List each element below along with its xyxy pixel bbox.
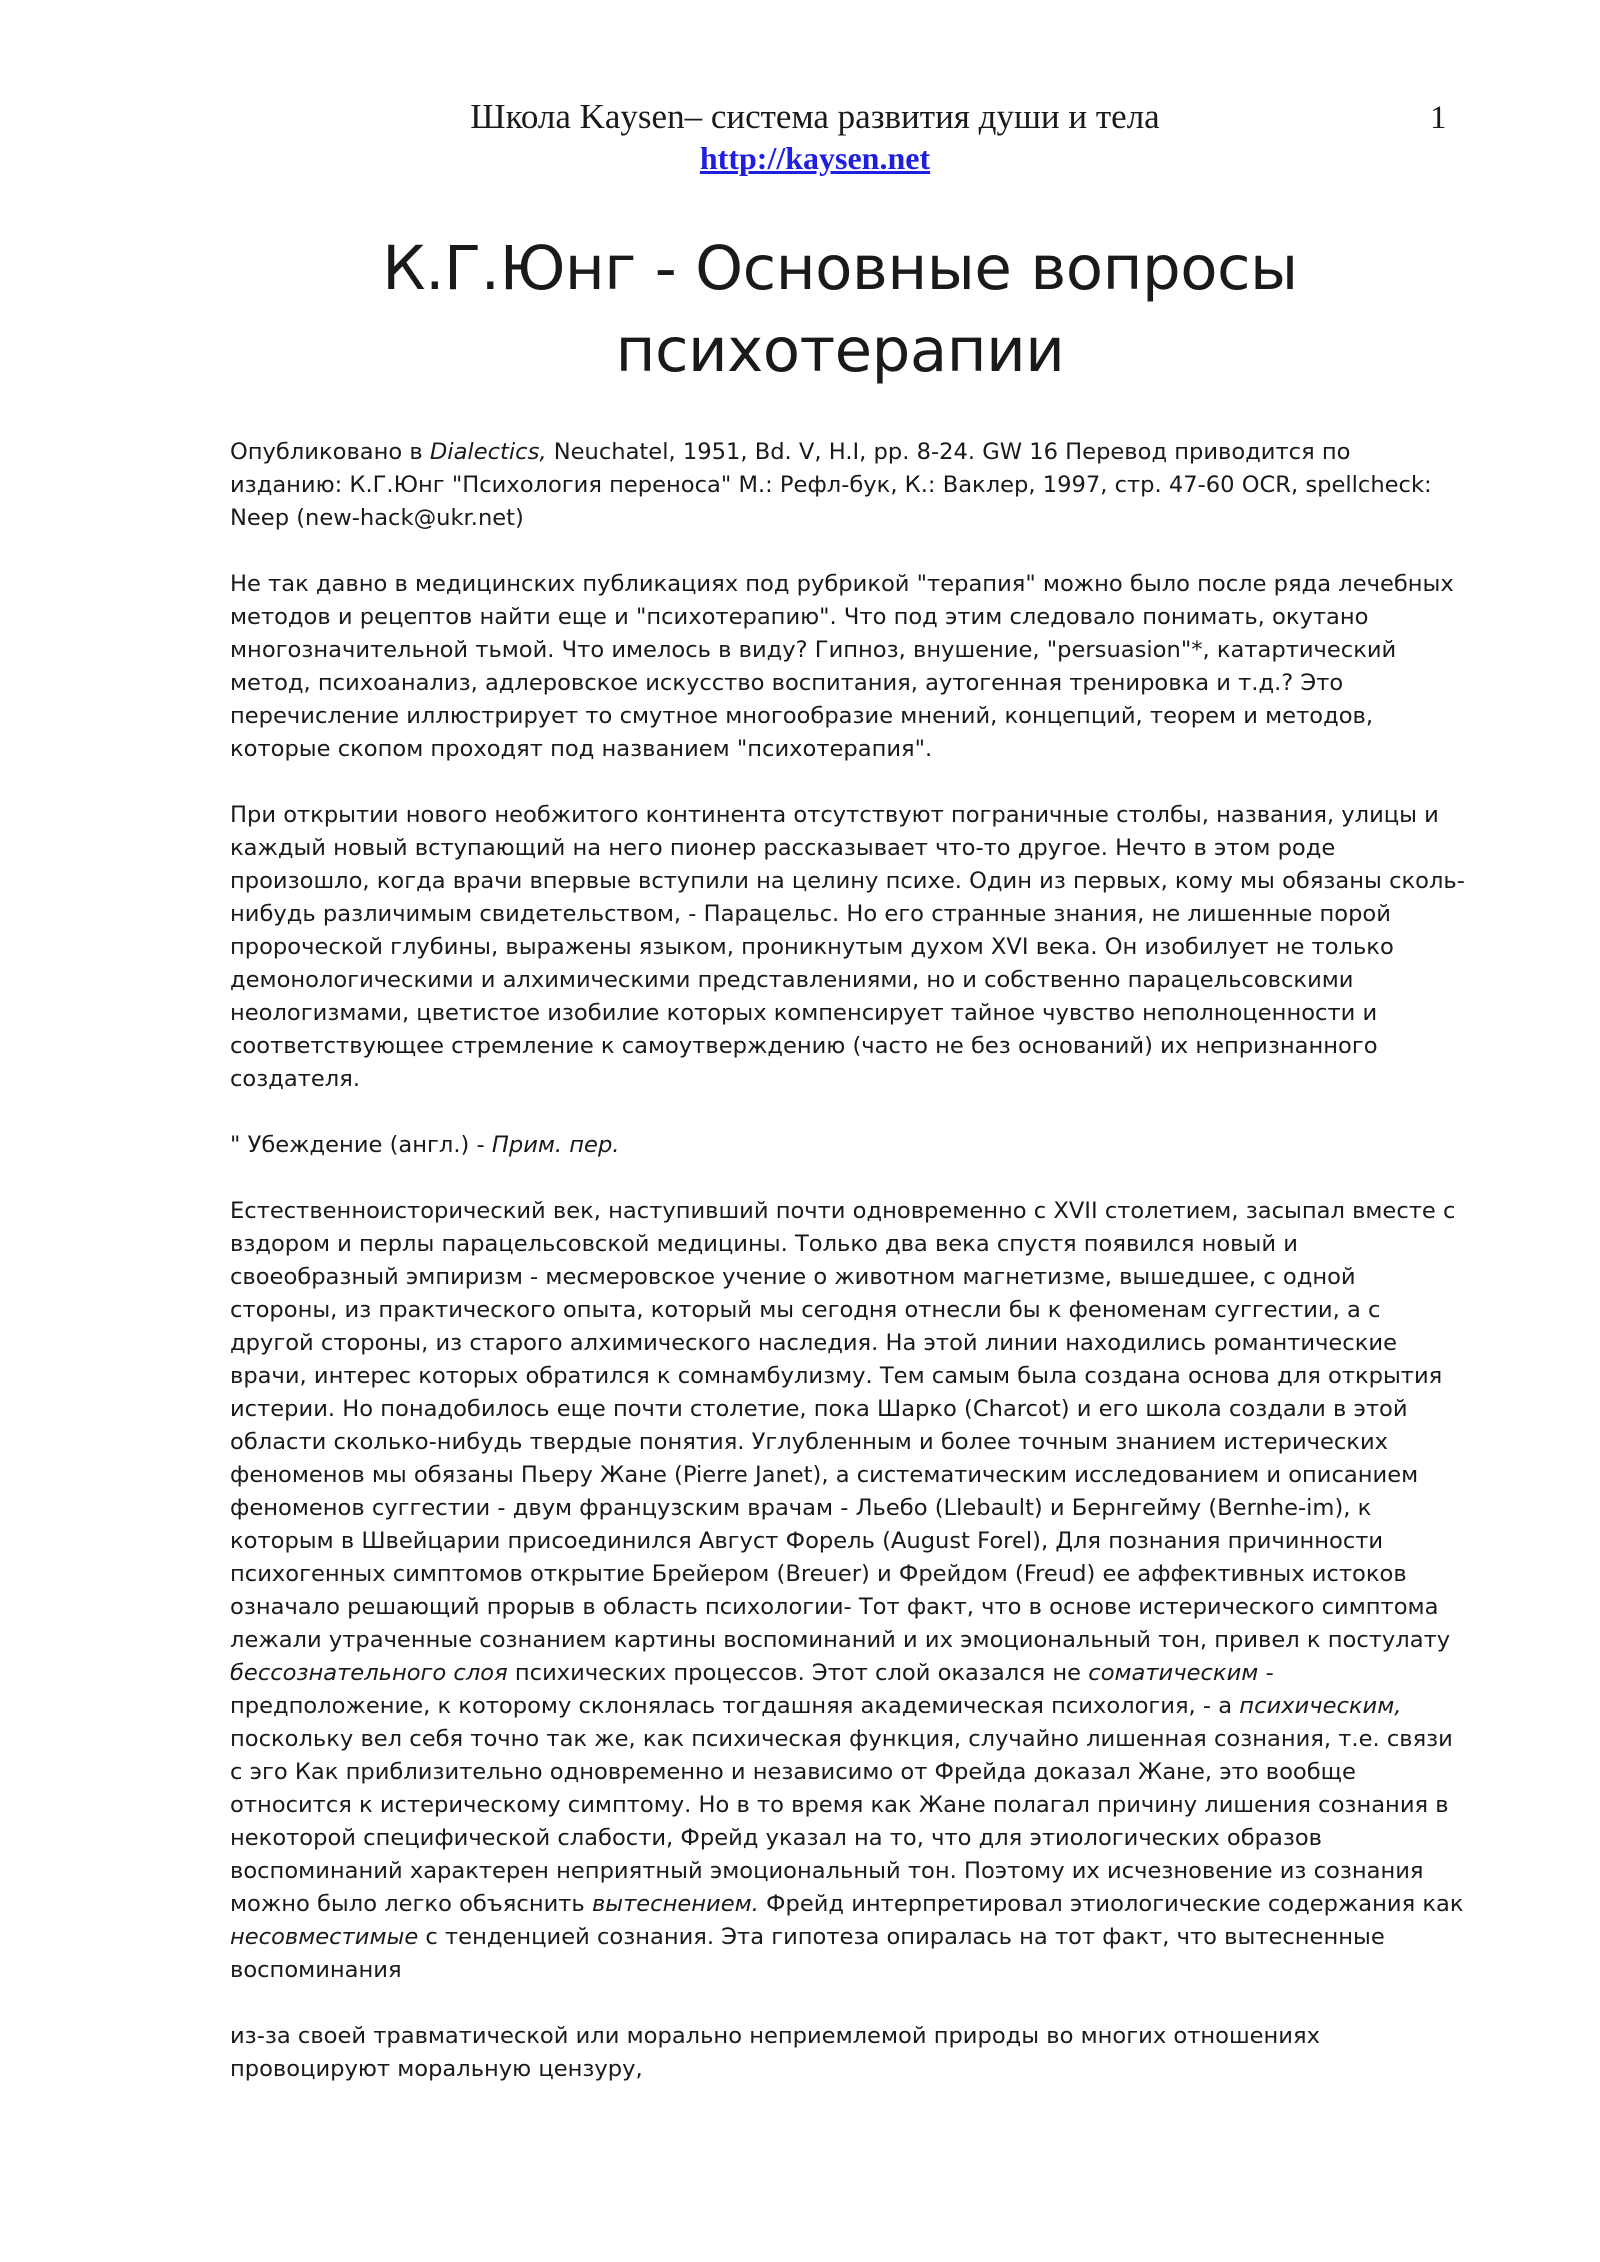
page-number: 1: [1430, 100, 1447, 136]
document-title: К.Г.Юнг - Основные вопросы психотерапии: [382, 233, 1298, 386]
paragraph-3-part-e: Фрейд интерпретировал этиологические содержания как: [758, 1891, 1464, 1917]
website-link[interactable]: http://kaysen.net: [699, 140, 931, 176]
running-header: Школа Kaysen– система развития души и тела: [470, 97, 1160, 136]
paragraph-3: [230, 1195, 1465, 1987]
header-link-container: [0, 138, 1600, 178]
paragraph-3-emphasis-4: вытеснением.: [591, 1891, 759, 1917]
publication-details: Neuchatel, 1951, Bd. V, H.I, pp. 8-24. GW 16 Перевод приводится по изданию: К.Г.Юнг "Психология переноса" М.: Рефл-бук, К.: Ваклер, 1997, стр. 47-60 OCR, spellcheck: Neep (new-hack@ukr.net): [230, 439, 1432, 531]
paragraph-3-part-f: с тенденцией сознания. Эта гипотеза опиралась на тот факт, что вытесненные воспоминания: [230, 1924, 1385, 1983]
footnote-attribution: Прим. пер.: [491, 1132, 620, 1158]
paragraph-2: При открытии нового необжитого континента отсутствуют пограничные столбы, названия, улицы и каждый новый вступающий на него пионер рассказывает что-то другое. Нечто в этом роде произошло, когда врачи впервые вступили на целину психе. Один из первых, кому мы обязаны сколь-нибудь различимым свидетельством, - Парацельс. Но его странные знания, не лишенные порой пророческой глубины, выражены языком, проникнутым духом XVI века. Он изобилует не только демонологическими и алхимическими представлениями, но и собственно парацельсовскими неологизмами, цветистое изобилие которых компенсирует тайное чувство неполноценности и соответствующее стремление к самоутверждению (часто не без оснований) их непризнанного создателя.: [230, 802, 1465, 1092]
paragraph-3-part-c: предположение, к которому склонялась тогдашняя академическая психология, - а: [230, 1693, 1240, 1719]
paragraph-3-part-b: психических процессов. Этот слой оказался не: [507, 1660, 1089, 1686]
paragraph-3-emphasis-1: бессознательного слоя: [230, 1660, 508, 1686]
paragraph-3-emphasis-2: соматическим -: [1088, 1660, 1274, 1686]
paragraph-4: из-за своей травматической или морально неприемлемой природы во многих отношениях провоцируют моральную цензуру,: [230, 2023, 1320, 2082]
paragraph-3-part-d: поскольку вел себя точно так же, как психическая функция, случайно лишенная сознания, т.е. связи с эго Как приблизительно одновременно и независимо от Фрейда доказал Жане, это вообще относится к истерическому симптому. Но в то время как Жане полагал причину лишения сознания в некоторой специфической слабости, Фрейд указал на то, что для этиологических образов воспоминаний характерен неприятный эмоциональный тон. Поэтому их исчезновение из сознания можно было легко объяснить: [230, 1726, 1453, 1917]
paragraph-1: Не так давно в медицинских публикациях под рубрикой "терапия" можно было после ряда лечебных методов и рецептов найти еще и "психотерапию". Что под этим следовало понимать, окутано многозначительной тьмой. Что имелось в виду? Гипноз, внушение, "persuasion"*, катартический метод, психоанализ, адлеровское искусство воспитания, аутогенная тренировка и т.д.? Это перечисление иллюстрирует то смутное многообразие мнений, концепций, теорем и методов, которые скопом проходят под названием "психотерапия".: [230, 571, 1454, 762]
publication-note: [230, 436, 1465, 535]
footnote-text: " Убеждение (англ.) -: [230, 1132, 492, 1158]
document-body: [230, 436, 1465, 2119]
paragraph-3-part-a: Естественноисторический век, наступивший почти одновременно с XVII столетием, засыпал вместе с вздором и перлы парацельсовской медицины. Только два века спустя появился новый и своеобразный эмпиризм - месмеровское учение о животном магнетизме, вышедшее, с одной стороны, из практического опыта, который мы сегодня отнесли бы к феноменам суггестии, а с другой стороны, из старого алхимического наследия. На этой линии находились романтические врачи, интерес которых обратился к сомнамбулизму. Тем самым была создана основа для открытия истерии. Но понадобилось еще почти столетие, пока Шарко (Charcot) и его школа создали в этой области сколько-нибудь твердые понятия. Углубленным и более точным знанием истерических феноменов мы обязаны Пьеру Жане (Pierre Janet), а систематическим исследованием и описанием феноменов суггестии - двум французским врачам - Льебо (Llebault) и Бернгейму (Bernhe-im), к которым в Швейцарии присоединился Август Форель (August Forel), Для познания причинности психогенных симптомов открытие Брейером (Breuer) и Фрейдом (Freud) ее аффективных истоков означало решающий прорыв в область психологии- Тот факт, что в основе истерического симптома лежали утраченные сознанием картины воспоминаний и их эмоциональный тон, привел к постулату: [230, 1198, 1456, 1653]
footnote: [230, 1129, 1465, 1162]
paragraph-3-emphasis-5: несовместимые: [230, 1924, 419, 1950]
journal-name: Dialectics,: [429, 439, 547, 465]
publication-prefix: Опубликовано в: [230, 439, 430, 465]
paragraph-3-emphasis-3: психическим,: [1239, 1693, 1402, 1719]
